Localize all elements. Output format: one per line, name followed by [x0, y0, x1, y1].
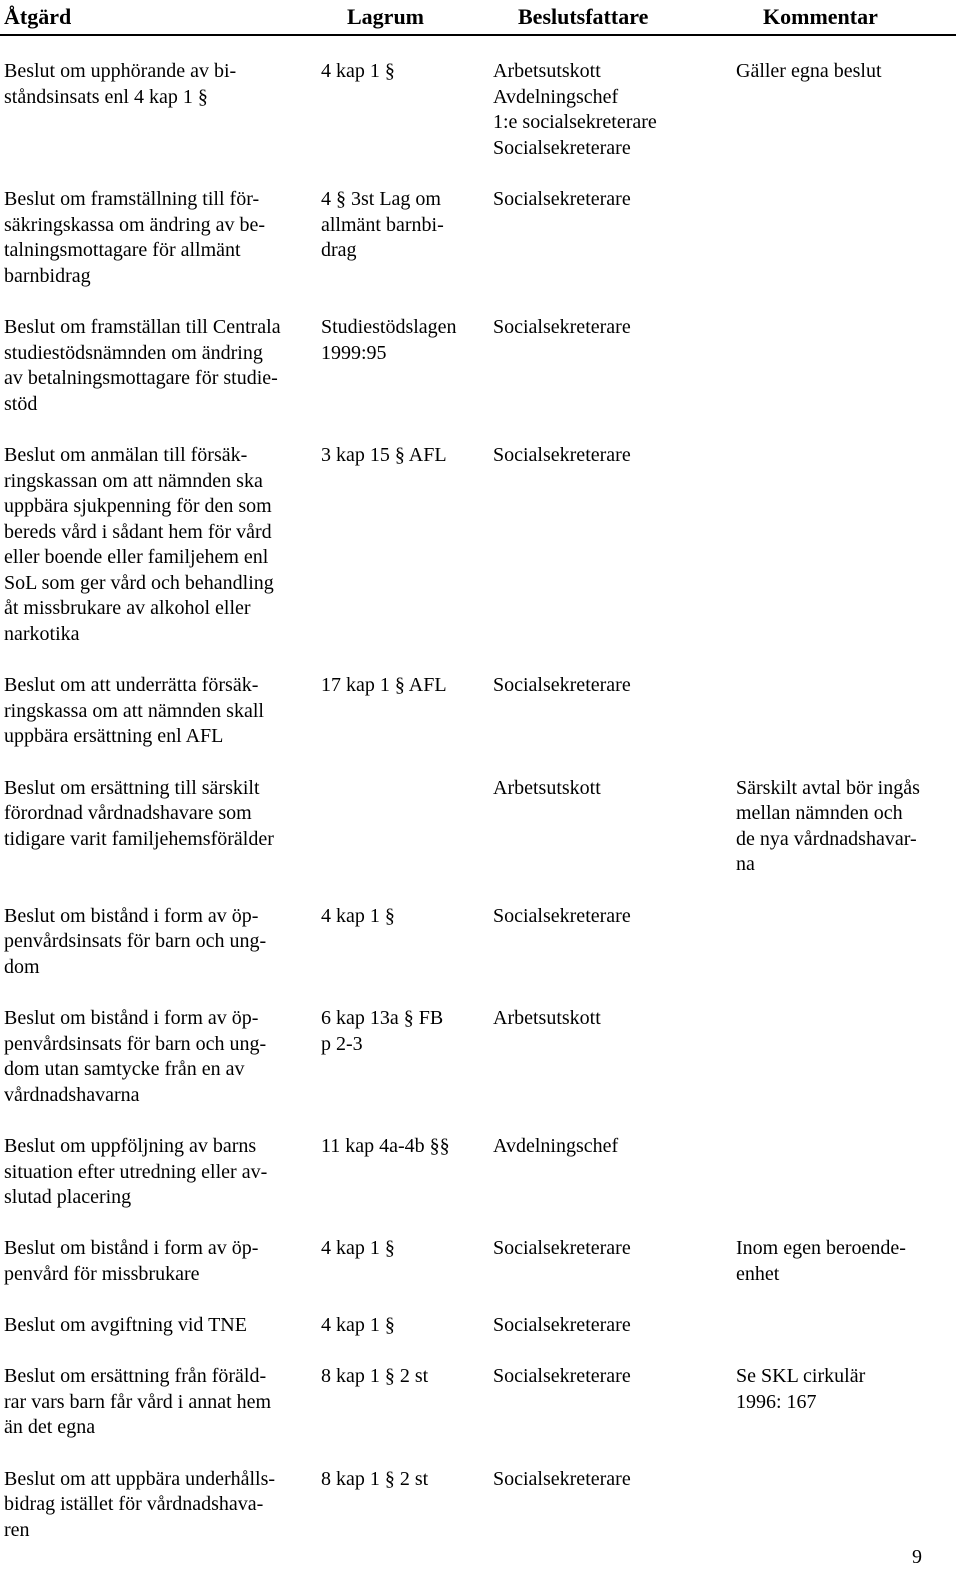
table-row	[0, 443, 956, 648]
cell-lagrum: 17 kap 1 § AFL	[321, 674, 447, 697]
table-body	[0, 59, 956, 1569]
cell-atgard: Beslut om bistånd i form av öp- penvårdsinsats för barn och ung- dom	[4, 904, 267, 978]
page-number: 9	[912, 1546, 922, 1568]
cell-kommentar	[736, 1313, 956, 1339]
cell-lagrum: 8 kap 1 § 2 st	[321, 1365, 429, 1388]
table-row	[0, 1364, 956, 1441]
cell-lagrum: 4 § 3st Lag om allmänt barnbi- drag	[321, 187, 444, 262]
cell-beslutsfattare: Socialsekreterare	[493, 1365, 631, 1388]
cell-lagrum: 4 kap 1 §	[321, 904, 395, 927]
cell-kommentar	[736, 1006, 956, 1108]
cell-beslutsfattare: Socialsekreterare	[493, 187, 631, 210]
cell-beslutsfattare: Socialsekreterare	[493, 315, 631, 338]
cell-kommentar: Se SKL cirkulär 1996: 167	[736, 1365, 866, 1413]
cell-atgard: Beslut om bistånd i form av öp- penvård för missbrukare	[4, 1237, 259, 1285]
cell-kommentar	[736, 1467, 956, 1544]
cell-kommentar	[736, 904, 956, 981]
table-header	[0, 0, 956, 36]
table-row	[0, 904, 956, 981]
cell-lagrum: 4 kap 1 §	[321, 1237, 395, 1260]
table-row	[0, 1313, 956, 1339]
table-row	[0, 59, 956, 161]
cell-beslutsfattare: Socialsekreterare	[493, 674, 631, 697]
header-beslutsfattare: Beslutsfattare	[518, 4, 649, 29]
cell-lagrum	[321, 776, 493, 878]
table-row	[0, 1006, 956, 1108]
cell-atgard: Beslut om framställan till Centrala studiestödsnämnden om ändring av betalningsmottagare för studie- stöd	[4, 315, 281, 415]
cell-kommentar	[736, 673, 956, 750]
cell-beslutsfattare: Socialsekreterare	[493, 1237, 631, 1260]
cell-atgard: Beslut om uppföljning av barns situation efter utredning eller av- slutad placering	[4, 1134, 268, 1209]
cell-beslutsfattare: Socialsekreterare	[493, 904, 631, 927]
cell-lagrum: 8 kap 1 § 2 st	[321, 1467, 429, 1490]
cell-kommentar: Gäller egna beslut	[736, 60, 882, 82]
cell-beslutsfattare: Arbetsutskott	[493, 776, 601, 799]
cell-lagrum: 3 kap 15 § AFL	[321, 443, 447, 466]
cell-atgard: Beslut om upphörande av bi- ståndsinsats enl 4 kap 1 §	[4, 60, 237, 108]
table-row	[0, 187, 956, 289]
table-row	[0, 315, 956, 417]
cell-atgard: Beslut om bistånd i form av öp- penvårdsinsats för barn och ung- dom utan samtycke från en av vårdnadshavarna	[4, 1006, 267, 1106]
cell-kommentar	[736, 1134, 956, 1211]
cell-kommentar: Inom egen beroende- enhet	[736, 1237, 906, 1285]
cell-beslutsfattare: Socialsekreterare	[493, 1314, 631, 1337]
cell-atgard: Beslut om att underrätta försäk- ringskassa om att nämnden skall uppbära ersättning enl AFL	[4, 674, 264, 748]
table-row	[0, 1236, 956, 1287]
cell-beslutsfattare: Socialsekreterare	[493, 443, 631, 466]
cell-atgard: Beslut om avgiftning vid TNE	[4, 1314, 247, 1337]
cell-kommentar	[736, 443, 956, 648]
table-row	[0, 673, 956, 750]
cell-atgard: Beslut om anmälan till försäk- ringskassan om att nämnden ska uppbära sjukpenning för den som bereds vård i sådant hem för vård eller boende eller familjehem enl SoL som ger vård och behandling åt missbrukare av alkohol eller narkotika	[4, 443, 274, 646]
cell-beslutsfattare: Arbetsutskott Avdelningschef 1:e socialsekreterare Socialsekreterare	[493, 60, 657, 159]
header-kommentar: Kommentar	[763, 4, 878, 29]
cell-lagrum: 6 kap 13a § FB p 2-3	[321, 1006, 444, 1055]
cell-atgard: Beslut om att uppbära underhålls- bidrag istället för vårdnadshava- ren	[4, 1467, 276, 1541]
cell-beslutsfattare: Socialsekreterare	[493, 1467, 631, 1490]
header-lagrum: Lagrum	[347, 4, 424, 29]
cell-beslutsfattare: Avdelningschef	[493, 1134, 619, 1157]
cell-lagrum: 11 kap 4a-4b §§	[321, 1134, 450, 1157]
cell-beslutsfattare: Arbetsutskott	[493, 1006, 601, 1029]
cell-atgard: Beslut om ersättning från föräld- rar vars barn får vård i annat hem än det egna	[4, 1365, 272, 1439]
table-row	[0, 1134, 956, 1211]
cell-kommentar	[736, 315, 956, 417]
cell-atgard: Beslut om framställning till för- säkringskassa om ändring av be- talningsmottagare för allmänt barnbidrag	[4, 187, 266, 287]
cell-lagrum: 4 kap 1 §	[321, 1314, 395, 1337]
cell-lagrum: Studiestödslagen 1999:95	[321, 315, 457, 364]
table-row	[0, 1467, 956, 1544]
cell-kommentar	[736, 187, 956, 289]
cell-lagrum: 4 kap 1 §	[321, 60, 395, 82]
table-row	[0, 776, 956, 878]
cell-atgard: Beslut om ersättning till särskilt förordnad vårdnadshavare som tidigare varit familjehemsförälder	[4, 776, 274, 850]
header-atgard: Åtgärd	[4, 4, 72, 29]
cell-kommentar: Särskilt avtal bör ingås mellan nämnden och de nya vårdnadshavar- na	[736, 776, 920, 876]
